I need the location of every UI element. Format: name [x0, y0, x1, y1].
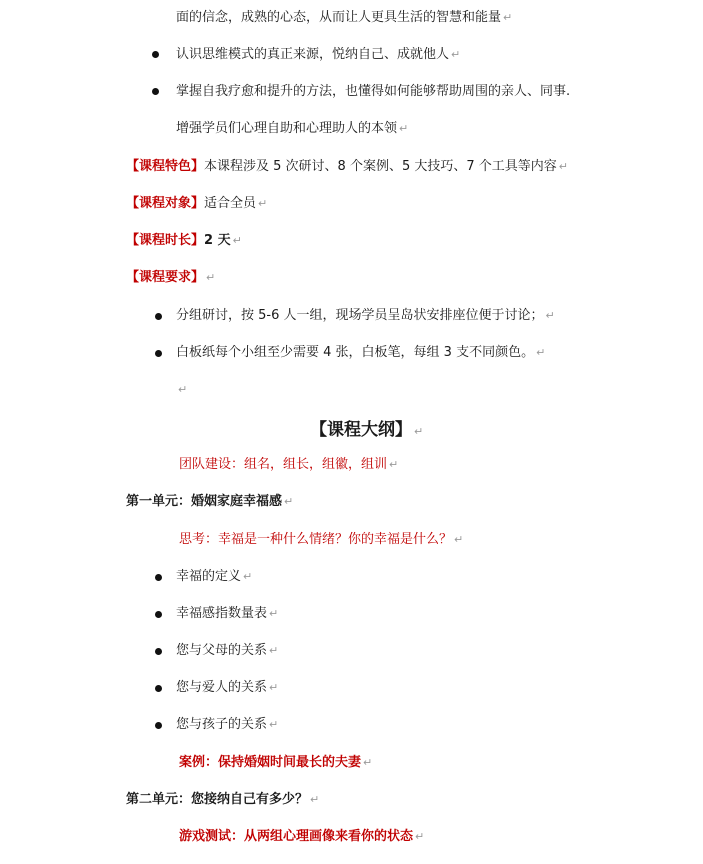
empty-paragraph — [176, 381, 187, 399]
paragraph-mark-icon: ↵ — [414, 425, 424, 438]
bullet-dot-icon — [152, 51, 159, 58]
unit1-title: 第一单元：婚姻家庭幸福感 ↵ — [126, 494, 294, 509]
intro-bullet-2-cont: 增强学员们心理自助和心理助人的本领 ↵ — [176, 121, 409, 136]
intro-bullet-2: 掌握自我疗愈和提升的方法，也懂得如何能够帮助周围的亲人、同事. — [176, 84, 571, 99]
paragraph-mark-icon: ↵ — [558, 160, 568, 173]
bullet-dot-icon — [155, 685, 162, 692]
bullet-dot-icon — [155, 313, 162, 320]
course-duration: 【课程时长】2 天 ↵ — [126, 233, 242, 248]
paragraph-mark-icon: ↵ — [258, 197, 268, 210]
paragraph-mark-icon: ↵ — [269, 607, 279, 620]
unit2-game: 游戏测试：从两组心理画像来看你的状态 ↵ — [179, 829, 425, 844]
paragraph-mark-icon: ↵ — [545, 309, 555, 322]
paragraph-mark-icon: ↵ — [451, 48, 461, 61]
bullet-dot-icon — [155, 722, 162, 729]
course-features: 【课程特色】本课程涉及 5 次研讨、8 个案例、5 大技巧、7 个工具等内容 ↵ — [126, 159, 568, 174]
intro-bullet-1: 认识思维模式的真正来源，悦纳自己、成就他人 ↵ — [176, 47, 461, 62]
intro-line: 面的信念，成熟的心态，从而让人更具生活的智慧和能量 ↵ — [176, 10, 513, 25]
bullet-dot-icon — [155, 574, 162, 581]
paragraph-mark-icon: ↵ — [389, 458, 399, 471]
paragraph-mark-icon: ↵ — [503, 11, 513, 24]
unit1-item: 您与爱人的关系 ↵ — [176, 680, 279, 695]
unit1-item: 幸福的定义 ↵ — [176, 569, 253, 584]
bullet-dot-icon — [155, 611, 162, 618]
paragraph-mark-icon: ↵ — [269, 681, 279, 694]
unit1-item: 幸福感指数量表 ↵ — [176, 606, 279, 621]
outline-title: 【课程大纲】 ↵ — [310, 420, 424, 440]
requirement-item: 白板纸每个小组至少需要 4 张，白板笔，每组 3 支不同颜色。 ↵ — [176, 345, 546, 360]
unit1-item: 您与孩子的关系 ↵ — [176, 717, 279, 732]
paragraph-mark-icon: ↵ — [454, 533, 464, 546]
course-requirements: 【课程要求】 ↵ — [126, 270, 216, 285]
unit1-case: 案例：保持婚姻时间最长的夫妻 ↵ — [179, 755, 373, 770]
paragraph-mark-icon: ↵ — [284, 495, 294, 508]
requirement-item: 分组研讨，按 5-6 人一组，现场学员呈岛状安排座位便于讨论； ↵ — [176, 308, 555, 323]
unit2-title: 第二单元：您接纳自己有多少？ ↵ — [126, 792, 320, 807]
paragraph-mark-icon: ↵ — [178, 383, 188, 396]
bullet-dot-icon — [155, 648, 162, 655]
paragraph-mark-icon: ↵ — [536, 346, 546, 359]
unit1-think: 思考：幸福是一种什么情绪？你的幸福是什么？ ↵ — [179, 532, 464, 547]
bullet-dot-icon — [155, 350, 162, 357]
course-audience: 【课程对象】适合全员 ↵ — [126, 196, 268, 211]
paragraph-mark-icon: ↵ — [363, 756, 373, 769]
paragraph-mark-icon: ↵ — [310, 793, 320, 806]
team-building: 团队建设：组名，组长，组徽，组训 ↵ — [179, 457, 399, 472]
bullet-dot-icon — [152, 88, 159, 95]
paragraph-mark-icon: ↵ — [269, 718, 279, 731]
paragraph-mark-icon: ↵ — [399, 122, 409, 135]
paragraph-mark-icon: ↵ — [269, 644, 279, 657]
unit1-item: 您与父母的关系 ↵ — [176, 643, 279, 658]
paragraph-mark-icon: ↵ — [232, 234, 242, 247]
paragraph-mark-icon: ↵ — [243, 570, 253, 583]
paragraph-mark-icon: ↵ — [206, 271, 216, 284]
paragraph-mark-icon: ↵ — [415, 830, 425, 843]
